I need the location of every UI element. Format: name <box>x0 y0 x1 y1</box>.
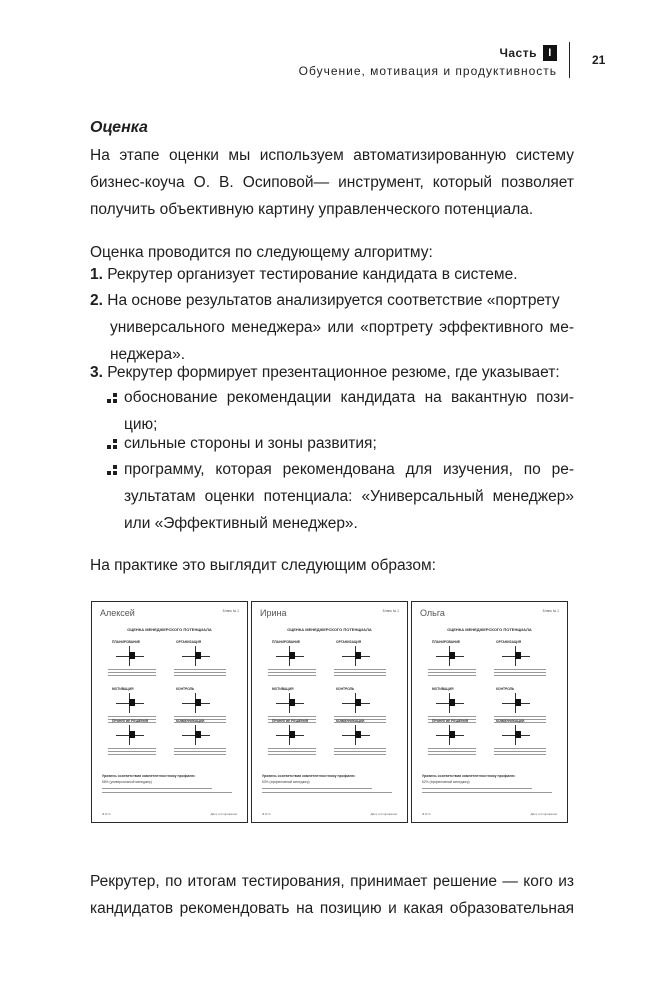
note-line <box>428 754 476 755</box>
header-divider <box>569 42 570 78</box>
competency-chart <box>502 646 530 666</box>
profile-result: 62% (эффективный менеджер) <box>422 780 470 784</box>
bullet-text: или «Эффективный менеджер». <box>124 514 358 532</box>
step-text: На основе результатов анализируется соответствие «портрету <box>107 292 560 309</box>
note-line <box>268 751 316 752</box>
competency-chart <box>116 725 144 745</box>
note-line <box>428 751 476 752</box>
note-line <box>494 716 546 717</box>
note-line <box>174 751 226 752</box>
report-thumbnail <box>251 601 408 823</box>
note-line <box>494 748 546 749</box>
competency-chart <box>342 693 370 713</box>
bullet-text: зультатам оценки потенциала: «Универсальный менеджер» <box>124 487 574 505</box>
competency-label: ПРИНЯТИЕ РЕШЕНИЯ <box>112 719 149 723</box>
bullet-text: сильные стороны и зоны развития; <box>124 435 377 452</box>
sheet-number: Бланк № 1 <box>222 609 239 613</box>
footer-date-field: Дата тестирования <box>530 812 557 816</box>
note-line <box>334 751 386 752</box>
note-line <box>174 754 226 755</box>
note-line <box>428 672 476 673</box>
candidate-name: Ирина <box>260 608 287 618</box>
bullet-item <box>107 431 574 458</box>
note-line <box>334 748 386 749</box>
competency-chart <box>182 693 210 713</box>
candidate-name: Ольга <box>420 608 445 618</box>
bullet-text: программу, которая рекомендована для изучения, по ре- <box>124 461 574 478</box>
running-header-part <box>499 45 557 61</box>
competency-label: ОРГАНИЗАЦИЯ <box>336 640 362 644</box>
competency-chart <box>502 725 530 745</box>
report-thumbnail <box>411 601 568 823</box>
note-line <box>108 748 156 749</box>
competency-chart <box>436 693 464 713</box>
bullet-text: цию; <box>124 415 158 433</box>
closing-paragraph <box>90 869 574 923</box>
bullet-item <box>107 457 574 537</box>
competency-chart <box>116 693 144 713</box>
note-line <box>334 716 386 717</box>
step-2 <box>90 288 574 368</box>
note-line <box>422 792 552 793</box>
competency-label: МОТИВАЦИЯ <box>432 687 454 691</box>
competency-chart <box>342 725 370 745</box>
footer-name-field: Ф.И.О. <box>262 812 272 816</box>
running-header-subtitle: Обучение, мотивация и продуктивность <box>298 64 557 78</box>
competency-label: КОНТРОЛЬ <box>496 687 515 691</box>
intro-line: получить объективную картину управленческого потенциала. <box>90 200 534 218</box>
note-line <box>422 788 532 789</box>
profile-summary: Уровень соответствия компетентностному профилю: <box>102 774 196 778</box>
sheet-number: Бланк № 1 <box>542 609 559 613</box>
note-line <box>428 669 476 670</box>
note-line <box>494 751 546 752</box>
intro-line: На этапе оценки мы используем автоматизированную систему <box>90 147 574 164</box>
note-line <box>108 716 156 717</box>
competency-label: МОТИВАЦИЯ <box>272 687 294 691</box>
intro-paragraph <box>90 143 574 223</box>
part-number-badge: I <box>543 45 557 61</box>
page-number: 21 <box>592 53 606 67</box>
competency-chart <box>276 693 304 713</box>
note-line <box>262 792 392 793</box>
bullet-square-icon <box>107 393 118 404</box>
competency-label: КОНТРОЛЬ <box>336 687 355 691</box>
intro-line: бизнес-коуча О. В. Осиповой— инструмент, который позволяет <box>90 173 574 191</box>
competency-label: ПРИНЯТИЕ РЕШЕНИЯ <box>432 719 469 723</box>
note-line <box>428 748 476 749</box>
competency-label: МОТИВАЦИЯ <box>112 687 134 691</box>
profile-result: 58% (универсальный менеджер) <box>102 780 152 784</box>
report-title: ОЦЕНКА МЕНЕДЖЕРСКОГО ПОТЕНЦИАЛА <box>287 627 372 632</box>
report-thumbnail <box>91 601 248 823</box>
step-1 <box>90 262 574 289</box>
note-line <box>108 754 156 755</box>
step-text: Рекрутер формирует презентационное резюме, где указывает: <box>107 364 560 381</box>
note-line <box>108 672 156 673</box>
competency-chart <box>276 725 304 745</box>
footer-date-field: Дата тестирования <box>210 812 237 816</box>
step-number: 3. <box>90 364 103 381</box>
competency-chart <box>182 725 210 745</box>
note-line <box>334 669 386 670</box>
note-line <box>428 675 476 676</box>
sheet-number: Бланк № 1 <box>382 609 399 613</box>
competency-label: КОММУНИКАЦИИ <box>496 719 525 723</box>
competency-chart <box>116 646 144 666</box>
section-title: Оценка <box>90 119 148 136</box>
step-text: универсального менеджера» или «портрету эффективного ме- <box>110 318 574 336</box>
profile-summary: Уровень соответствия компетентностному профилю: <box>422 774 516 778</box>
profile-result: 53% (эффективный менеджер) <box>262 780 310 784</box>
bullet-square-icon <box>107 465 118 476</box>
bullet-text: обоснование рекомендации кандидата на вакантную пози- <box>124 389 574 406</box>
note-line <box>108 751 156 752</box>
competency-label: ОРГАНИЗАЦИЯ <box>496 640 522 644</box>
step-3 <box>90 360 574 387</box>
note-line <box>268 675 316 676</box>
note-line <box>494 754 546 755</box>
competency-chart <box>436 725 464 745</box>
competency-chart <box>276 646 304 666</box>
candidate-name: Алексей <box>100 608 135 618</box>
footer-name-field: Ф.И.О. <box>102 812 112 816</box>
closing-line: Рекрутер, по итогам тестирования, принимает решение — кого из <box>90 873 574 890</box>
note-line <box>174 675 226 676</box>
note-line <box>268 672 316 673</box>
step-text: Рекрутер организует тестирование кандидата в системе. <box>107 266 518 283</box>
report-title: ОЦЕНКА МЕНЕДЖЕРСКОГО ПОТЕНЦИАЛА <box>447 627 532 632</box>
note-line <box>334 675 386 676</box>
footer-date-field: Дата тестирования <box>370 812 397 816</box>
note-line <box>268 669 316 670</box>
note-line <box>174 669 226 670</box>
part-label: Часть <box>499 46 537 60</box>
competency-label: ПРИНЯТИЕ РЕШЕНИЯ <box>272 719 309 723</box>
note-line <box>494 675 546 676</box>
note-line <box>494 672 546 673</box>
competency-label: ПЛАНИРОВАНИЕ <box>432 640 461 644</box>
step-text: неджера». <box>110 345 186 363</box>
algorithm-intro: Оценка проводится по следующему алгоритму: <box>90 244 433 261</box>
competency-chart <box>182 646 210 666</box>
competency-label: ПЛАНИРОВАНИЕ <box>272 640 301 644</box>
competency-chart <box>342 646 370 666</box>
note-line <box>174 672 226 673</box>
competency-label: КОНТРОЛЬ <box>176 687 195 691</box>
note-line <box>428 716 476 717</box>
competency-chart <box>436 646 464 666</box>
step-number: 2. <box>90 292 103 309</box>
note-line <box>262 788 372 789</box>
note-line <box>494 669 546 670</box>
bullet-square-icon <box>107 439 118 450</box>
footer-name-field: Ф.И.О. <box>422 812 432 816</box>
profile-summary: Уровень соответствия компетентностному профилю: <box>262 774 356 778</box>
note-line <box>108 675 156 676</box>
closing-line: кандидатов рекомендовать на позицию и какая образовательная <box>90 899 574 917</box>
note-line <box>334 672 386 673</box>
competency-label: КОММУНИКАЦИИ <box>176 719 205 723</box>
note-line <box>268 716 316 717</box>
note-line <box>174 748 226 749</box>
competency-label: КОММУНИКАЦИИ <box>336 719 365 723</box>
report-title: ОЦЕНКА МЕНЕДЖЕРСКОГО ПОТЕНЦИАЛА <box>127 627 212 632</box>
note-line <box>102 792 232 793</box>
step-number: 1. <box>90 266 103 283</box>
competency-label: ОРГАНИЗАЦИЯ <box>176 640 202 644</box>
note-line <box>268 754 316 755</box>
competency-label: ПЛАНИРОВАНИЕ <box>112 640 141 644</box>
practice-intro: На практике это выглядит следующим образом: <box>90 557 436 574</box>
competency-chart <box>502 693 530 713</box>
note-line <box>102 788 212 789</box>
note-line <box>174 716 226 717</box>
note-line <box>268 748 316 749</box>
note-line <box>108 669 156 670</box>
note-line <box>334 754 386 755</box>
